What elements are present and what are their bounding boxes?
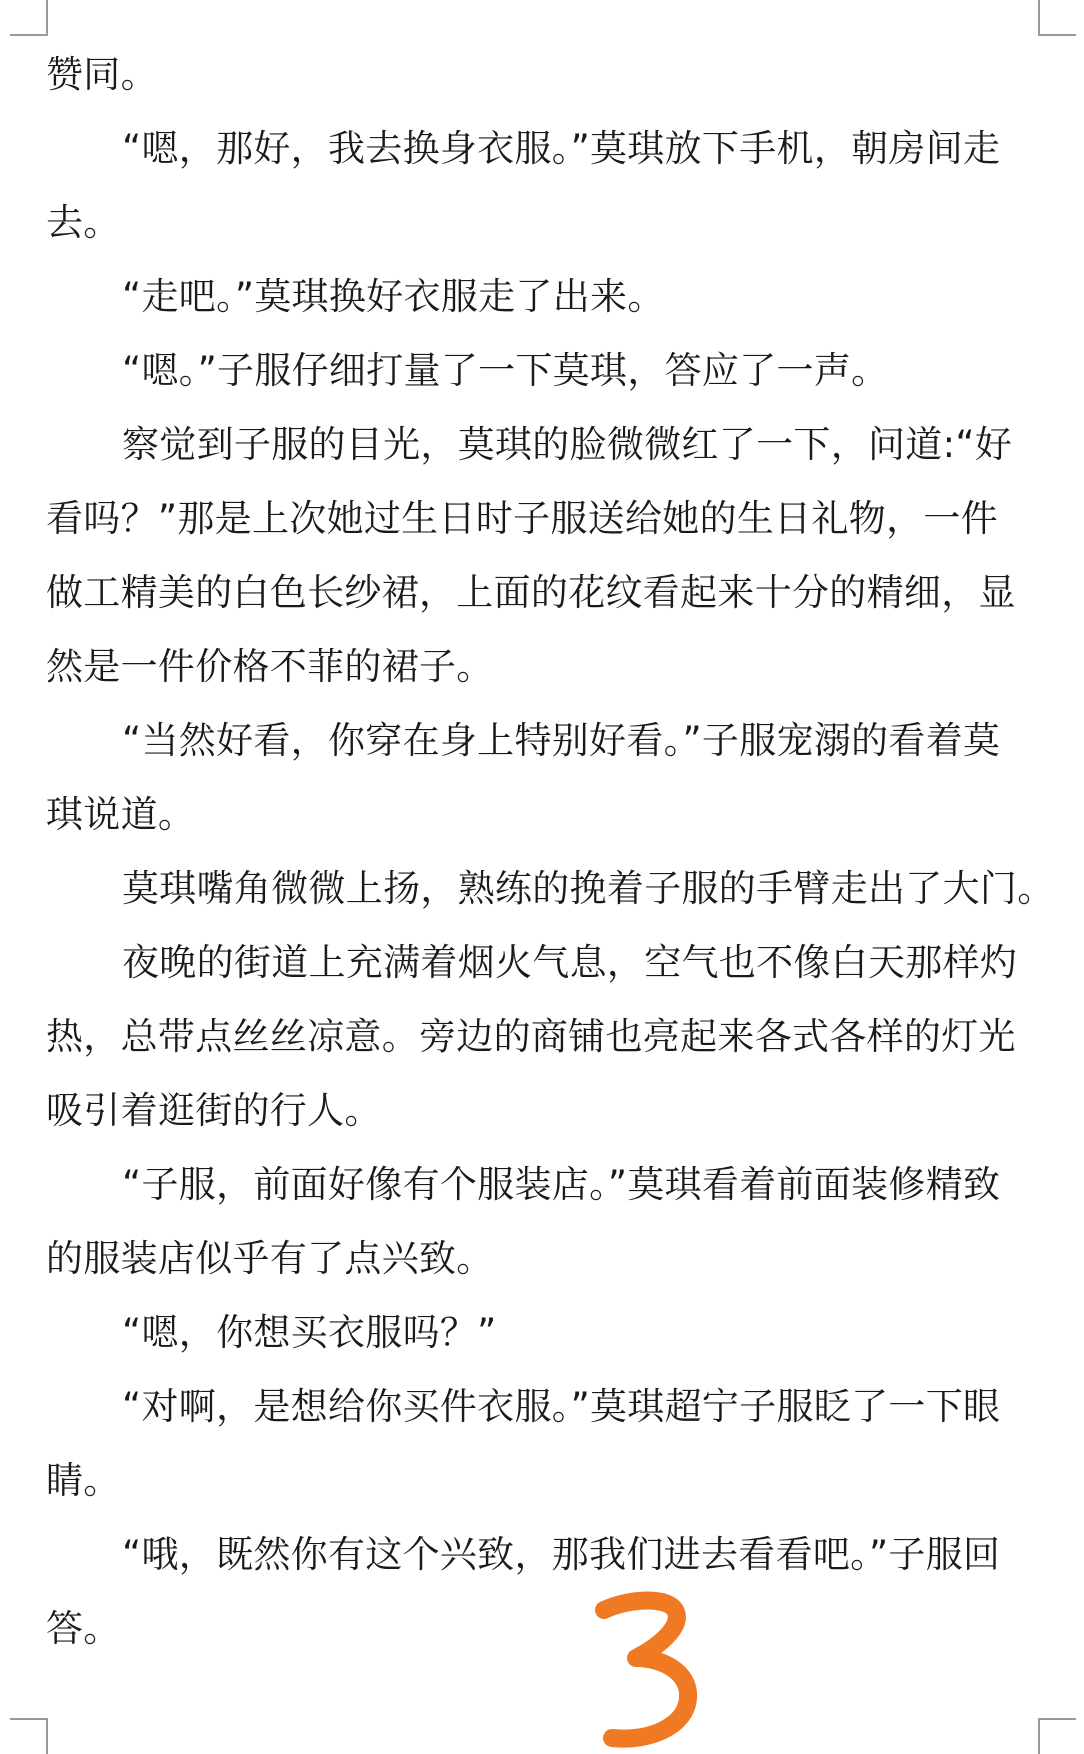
text-line: “嗯。”子服仔细打量了一下莫琪，答应了一声。 xyxy=(122,349,889,392)
text-line: “子服，前面好像有个服装店。”莫琪看着前面装修精致 xyxy=(122,1163,1001,1206)
text-line: “走吧。”莫琪换好衣服走了出来。 xyxy=(122,275,665,318)
text-line: 然是一件价格不菲的裙子。 xyxy=(46,645,494,688)
text-line: 夜晚的街道上充满着烟火气息，空气也不像白天那样灼 xyxy=(122,941,1018,984)
text-line: 琪说道。 xyxy=(46,793,196,836)
text-line: “对啊，是想给你买件衣服。”莫琪超宁子服眨了一下眼 xyxy=(122,1385,1001,1428)
text-line: “嗯，你想买衣服吗？” xyxy=(122,1311,497,1354)
crop-mark-bottom-right xyxy=(1038,1718,1076,1754)
text-line: “哦，既然你有这个兴致，那我们进去看看吧。”子服回 xyxy=(122,1533,1001,1576)
text-line: 答。 xyxy=(46,1607,121,1650)
handwritten-page-number xyxy=(590,1590,700,1750)
text-line: 睛。 xyxy=(46,1459,121,1502)
text-line: 吸引着逛街的行人。 xyxy=(46,1089,382,1132)
crop-mark-bottom-left xyxy=(10,1718,48,1754)
text-line: 去。 xyxy=(46,201,121,244)
crop-mark-top-right xyxy=(1038,0,1076,36)
text-line: 赞同。 xyxy=(46,53,158,96)
text-line: 热，总带点丝丝凉意。旁边的商铺也亮起来各式各样的灯光 xyxy=(46,1015,1016,1058)
crop-mark-top-left xyxy=(10,0,48,36)
text-line: 察觉到子服的目光，莫琪的脸微微红了一下，问道:“好 xyxy=(122,423,1013,466)
text-line: “嗯，那好，我去换身衣服。”莫琪放下手机，朝房间走 xyxy=(122,127,1001,170)
text-line: “当然好看，你穿在身上特别好看。”子服宠溺的看着莫 xyxy=(122,719,1001,762)
body-text xyxy=(46,38,1055,1666)
text-line: 看吗？”那是上次她过生日时子服送给她的生日礼物，一件 xyxy=(46,497,998,540)
text-line: 莫琪嘴角微微上扬，熟练的挽着子服的手臂走出了大门。 xyxy=(122,867,1055,910)
text-line: 做工精美的白色长纱裙，上面的花纹看起来十分的精细，显 xyxy=(46,571,1016,614)
text-line: 的服装店似乎有了点兴致。 xyxy=(46,1237,494,1280)
